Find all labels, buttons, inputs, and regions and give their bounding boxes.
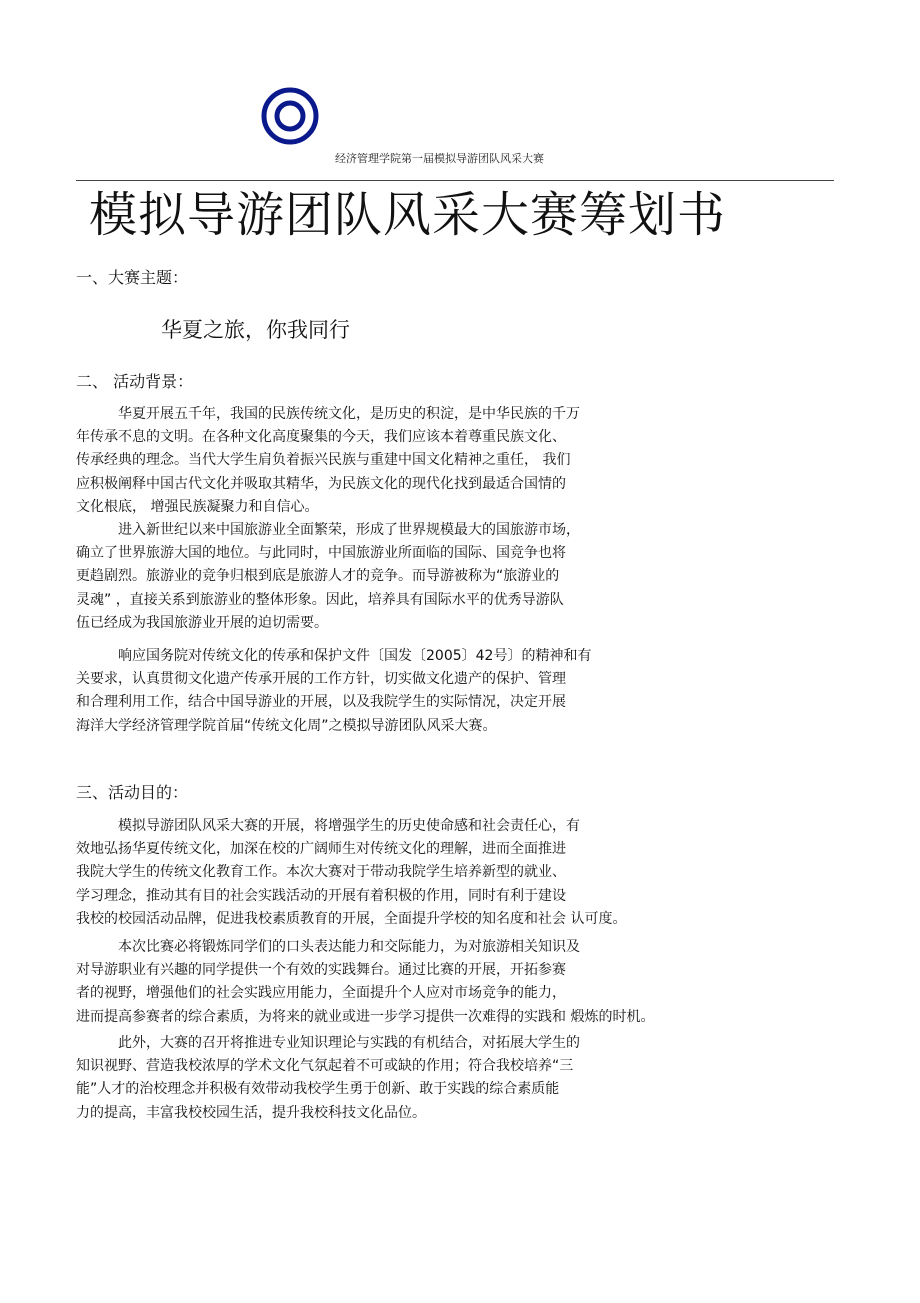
text-line: 模拟导游团队风采大赛的开展，将增强学生的历史使命感和社会责任心，有 (118, 818, 580, 834)
text-line: 和合理利用工作，结合中国导游业的开展，以及我院学生的实际情况，决定开展 (76, 694, 566, 711)
text-line: 确立了世界旅游大国的地位。与此同时，中国旅游业所面临的国际、国竞争也将 (76, 545, 566, 562)
text-line: 传承经典的理念。当代大学生肩负着振兴民族与重建中国文化精神之重任， 我们 (76, 452, 571, 469)
header-caption: 经济管理学院第一届模拟导游团队风采大赛 (335, 152, 544, 165)
section-heading-purpose: 三、活动目的： (76, 783, 189, 802)
background-paragraph-3 (76, 645, 591, 738)
text-line: 响应国务院对传统文化的传承和保护文件〔国发〔2005〕42号〕的精神和有 (118, 648, 592, 664)
text-line: 能”人才的治校理念并积极有效带动我校学生勇于创新、敢于实践的综合素质能 (76, 1081, 560, 1098)
background-paragraph-1 (76, 403, 580, 519)
text-line: 此外，大赛的召开将推进专业知识理论与实践的有机结合，对拓展大学生的 (118, 1035, 580, 1051)
competition-theme: 华夏之旅，你我同行 (161, 318, 350, 342)
text-line: 效地弘扬华夏传统文化，加深在校的广阔师生对传统文化的理解，进而全面推进 (76, 841, 566, 858)
background-paragraph-2 (76, 519, 580, 635)
text-line: 年传承不息的文明。在各种文化高度聚集的今天，我们应该本着尊重民族文化、 (76, 429, 566, 446)
text-line: 知识视野、营造我校浓厚的学术文化气氛起着不可或缺的作用；符合我校培养“三 (76, 1058, 574, 1075)
header-divider (76, 180, 834, 181)
text-line: 本次比赛必将锻炼同学们的口头表达能力和交际能力，为对旅游相关知识及 (118, 939, 580, 955)
purpose-paragraph-1 (76, 815, 626, 931)
concentric-rings-logo-icon (261, 87, 319, 145)
text-line: 伍已经成为我国旅游业开展的迫切需要。 (76, 614, 328, 631)
text-line: 我院大学生的传统文化教育工作。本次大赛对于带动我院学生培养新型的就业、 (76, 864, 566, 881)
text-line: 关要求，认真贯彻文化遗产传承开展的工作方针，切实做文化遗产的保护、管理 (76, 671, 566, 688)
text-line: 进而提高参赛者的综合素质，为将来的就业或进一步学习提供一次难得的实践和 煅炼的时机。 (76, 1008, 655, 1025)
text-line: 学习理念，推动其有目的社会实践活动的开展有着积极的作用，同时有利于建设 (76, 887, 566, 904)
text-line: 华夏开展五千年，我国的民族传统文化，是历史的积淀，是中华民族的千万 (118, 406, 580, 422)
text-line: 更趋剧烈。旅游业的竞争归根到底是旅游人才的竞争。而导游被称为“旅游业的 (76, 568, 560, 585)
text-line: 我校的校园活动品牌，促进我校素质教育的开展，全面提升学校的知名度和社会 认可度。 (76, 910, 627, 927)
text-line: 力的提高，丰富我校校园生活，提升我校科技文化品位。 (76, 1104, 426, 1121)
purpose-paragraph-3 (76, 1032, 580, 1125)
section-heading-theme: 一、大赛主题： (76, 268, 189, 287)
text-line: 者的视野，增强他们的社会实践应用能力，全面提升个人应对市场竞争的能力， (76, 985, 566, 1002)
text-line: 文化根底， 增强民族凝聚力和自信心。 (76, 498, 319, 515)
purpose-paragraph-2 (76, 936, 654, 1029)
text-line: 海洋大学经济管理学院首届“传统文化周”之模拟导游团队风采大赛。 (76, 717, 497, 734)
document-title: 模拟导游团队风采大赛筹划书 (89, 187, 727, 243)
section-heading-background: 二、 活动背景： (76, 372, 194, 391)
text-line: 对导游职业有兴趣的同学提供一个有效的实践舞台。通过比赛的开展，开拓参赛 (76, 962, 566, 979)
text-line: 进入新世纪以来中国旅游业全面繁荣，形成了世界规模最大的国旅游市场， (118, 522, 580, 538)
text-line: 应积极阐释中国古代文化并吸取其精华，为民族文化的现代化找到最适合国情的 (76, 475, 566, 492)
text-line: 灵魂” ，直接关系到旅游业的整体形象。因此，培养具有国际水平的优秀导游队 (76, 591, 564, 608)
